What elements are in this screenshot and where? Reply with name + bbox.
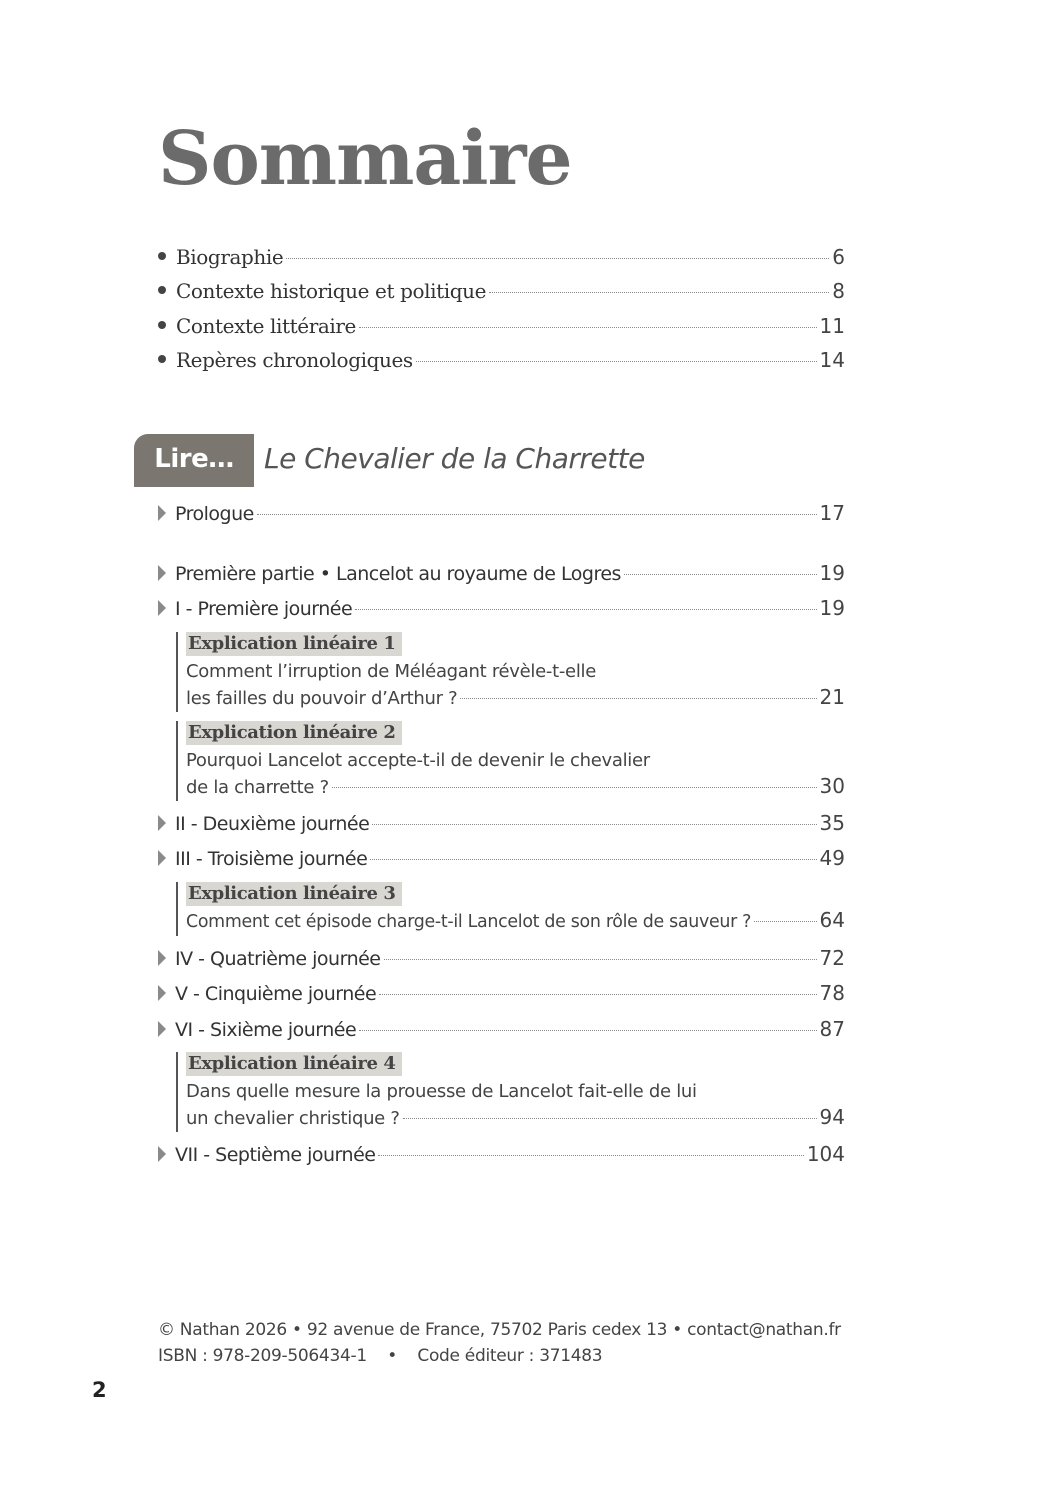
toc-page: 21 xyxy=(819,685,845,709)
page-number: 2 xyxy=(92,1378,107,1402)
dot-leader xyxy=(489,292,829,293)
dot-leader xyxy=(379,994,816,995)
dot-leader xyxy=(403,1118,817,1119)
toc-page: 19 xyxy=(819,596,845,620)
toc-label: Prologue xyxy=(175,503,254,525)
dot-leader xyxy=(359,327,817,328)
dot-leader xyxy=(460,698,816,699)
toc-page: 94 xyxy=(819,1105,845,1129)
toc-entry-premiere-partie[interactable] xyxy=(158,561,845,591)
dot-leader xyxy=(372,824,816,825)
explication-1[interactable] xyxy=(176,632,845,712)
dot-leader xyxy=(359,1030,816,1031)
publisher-footer xyxy=(158,1317,841,1369)
bullet-icon xyxy=(158,355,166,363)
triangle-marker-icon xyxy=(158,1021,166,1037)
toc-label: Contexte littéraire xyxy=(176,314,356,338)
toc-label: IV - Quatrième journée xyxy=(175,948,381,970)
toc-intro-contexte-historique[interactable] xyxy=(158,279,845,309)
toc-label: VII - Septième journée xyxy=(175,1144,376,1166)
dot-leader xyxy=(378,1155,803,1156)
toc-intro-reperes[interactable] xyxy=(158,348,845,378)
toc-page: 11 xyxy=(819,314,845,338)
toc-page: 35 xyxy=(819,811,845,835)
toc-intro-contexte-litteraire[interactable] xyxy=(158,314,845,344)
triangle-marker-icon xyxy=(158,1146,166,1162)
toc-page: 64 xyxy=(819,908,845,932)
explication-tag: Explication linéaire 2 xyxy=(186,721,402,745)
toc-entry-journee-6[interactable] xyxy=(158,1017,845,1047)
bullet-icon xyxy=(158,321,166,329)
toc-page: 17 xyxy=(819,501,845,525)
explication-question-line: Dans quelle mesure la prouesse de Lancelot fait-elle de lui xyxy=(186,1081,697,1102)
toc-page: 78 xyxy=(819,981,845,1005)
triangle-marker-icon xyxy=(158,985,166,1001)
toc-label: I - Première journée xyxy=(175,598,353,620)
explication-tag: Explication linéaire 4 xyxy=(186,1052,402,1076)
toc-page: 72 xyxy=(819,946,845,970)
dot-leader xyxy=(332,787,817,788)
toc-page: 87 xyxy=(819,1017,845,1041)
dot-leader xyxy=(370,859,816,860)
triangle-marker-icon xyxy=(158,950,166,966)
dot-leader xyxy=(286,258,829,259)
toc-entry-journee-1[interactable] xyxy=(158,596,845,626)
bullet-icon xyxy=(158,252,166,260)
explication-question-line: de la charrette ? xyxy=(186,777,329,798)
toc-label: Première partie • Lancelot au royaume de Logres xyxy=(175,563,621,585)
triangle-marker-icon xyxy=(158,565,166,581)
triangle-marker-icon xyxy=(158,815,166,831)
explication-3[interactable] xyxy=(176,882,845,936)
toc-page: 19 xyxy=(819,561,845,585)
explication-question-line: Comment l’irruption de Méléagant révèle-t-elle xyxy=(186,661,597,682)
toc-entry-journee-3[interactable] xyxy=(158,846,845,876)
lire-tab-label: Lire… xyxy=(154,444,234,474)
bullet-icon xyxy=(158,286,166,294)
toc-label: II - Deuxième journée xyxy=(175,813,370,835)
explication-question-line: les failles du pouvoir d’Arthur ? xyxy=(186,688,458,709)
toc-page: 30 xyxy=(819,774,845,798)
dot-leader xyxy=(624,574,817,575)
explication-tag: Explication linéaire 3 xyxy=(186,882,402,906)
toc-entry-journee-2[interactable] xyxy=(158,811,845,841)
triangle-marker-icon xyxy=(158,505,166,521)
triangle-marker-icon xyxy=(158,850,166,866)
publisher-address: © Nathan 2026 • 92 avenue de France, 75702 Paris cedex 13 • contact@nathan.fr xyxy=(158,1320,841,1340)
isbn-line: ISBN : 978-209-506434-1 • Code éditeur : 371483 xyxy=(158,1346,603,1366)
triangle-marker-icon xyxy=(158,600,166,616)
toc-label: Contexte historique et politique xyxy=(176,279,487,303)
page-title: Sommaire xyxy=(158,116,572,202)
explication-question-line: Comment cet épisode charge-t-il Lancelot de son rôle de sauveur ? xyxy=(186,912,752,932)
dot-leader xyxy=(754,921,816,922)
book-title: Le Chevalier de la Charrette xyxy=(264,442,645,475)
toc-page: 104 xyxy=(806,1142,845,1166)
toc-page: 8 xyxy=(832,279,845,303)
toc-label: Biographie xyxy=(176,245,284,269)
explication-2[interactable] xyxy=(176,721,845,801)
lire-tab xyxy=(134,434,254,485)
explication-tag: Explication linéaire 1 xyxy=(186,632,402,656)
toc-entry-journee-4[interactable] xyxy=(158,946,845,976)
explication-4[interactable] xyxy=(176,1052,845,1132)
toc-label: V - Cinquième journée xyxy=(175,983,377,1005)
toc-entry-journee-7[interactable] xyxy=(158,1142,845,1172)
dot-leader xyxy=(257,514,817,515)
lire-section-header xyxy=(134,434,834,488)
toc-intro-biographie[interactable] xyxy=(158,245,845,275)
toc-page: 49 xyxy=(819,846,845,870)
toc-label: III - Troisième journée xyxy=(175,848,368,870)
explication-question-line: Pourquoi Lancelot accepte-t-il de devenir le chevalier xyxy=(186,750,650,771)
dot-leader xyxy=(416,361,817,362)
lire-underline xyxy=(134,485,254,487)
toc-label: Repères chronologiques xyxy=(176,348,413,372)
toc-entry-journee-5[interactable] xyxy=(158,981,845,1011)
toc-page: 6 xyxy=(832,245,845,269)
toc-label: VI - Sixième journée xyxy=(175,1019,357,1041)
toc-entry-prologue[interactable] xyxy=(158,501,845,531)
dot-leader xyxy=(384,959,817,960)
toc-page: 14 xyxy=(819,348,845,372)
explication-question-line: un chevalier christique ? xyxy=(186,1108,400,1129)
dot-leader xyxy=(355,609,816,610)
